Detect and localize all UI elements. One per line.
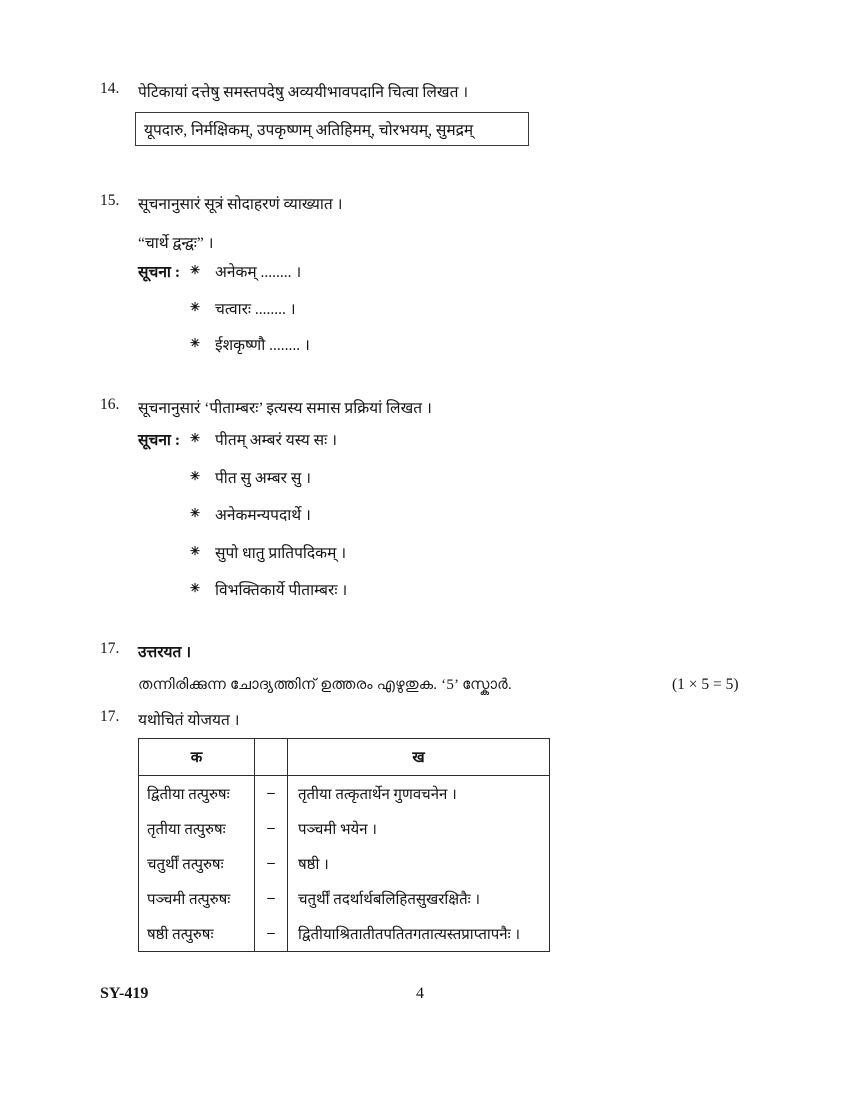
- hint-item-text: चत्वारः ........ ।: [215, 301, 296, 318]
- question-16-line: [0, 396, 850, 422]
- question-14-text: पेटिकायां दत्तेषु समस्तपदेषु अव्ययीभावपदानि चित्वा लिखत ।: [138, 84, 469, 101]
- question-15-hint-item-1: [0, 260, 850, 286]
- question-17a-text: उत्तरयत ।: [138, 644, 192, 661]
- marks-allotment: (1 × 5 = 5): [672, 676, 739, 693]
- question-15-text: सूचनानुसारं सूत्रं सोदाहरणं व्याख्यात ।: [138, 196, 343, 213]
- question-15-hint-item-3: [0, 333, 850, 359]
- table-cell-a: षष्ठी तत्पुरुषः: [147, 926, 214, 943]
- question-15-sutra: “चार्थे द्वन्द्वः” ।: [138, 235, 214, 252]
- table-cell-b: चतुर्थीं तदर्थार्थबलिहितसुखरक्षितैः ।: [298, 891, 481, 908]
- question-16-hint-item-1: [0, 428, 850, 454]
- table-cell-a: तृतीया तत्पुरुषः: [147, 821, 226, 838]
- table-cell-b: षष्ठी ।: [298, 856, 329, 873]
- question-16-text: सूचनानुसारं ‘पीताम्बरः’ इत्यस्य समास प्रक्रियां लिखत ।: [138, 400, 432, 417]
- question-14-word-list: यूपदारु, निर्मक्षिकम्, उपकृष्णम् अतिहिमम्, चोरभयम्, सुमद्रम्: [144, 122, 474, 139]
- question-17a-instruction-line: [0, 676, 850, 702]
- question-15-hint-item-2: [0, 297, 850, 323]
- question-15-line: [0, 192, 850, 218]
- question-16-hint-item-2: [0, 466, 850, 492]
- hint-item-text: ईशकृष्णौ ........ ।: [215, 337, 310, 354]
- table-cell-dash: –: [254, 846, 288, 881]
- matching-table: [138, 738, 550, 952]
- asterisk-bullet-icon: ✳: [190, 544, 201, 558]
- table-header-column-a: क: [139, 739, 254, 776]
- hint-item-text: विभक्तिकार्ये पीताम्बरः ।: [215, 582, 348, 599]
- table-header-spacer: [254, 739, 288, 776]
- question-17b-line: [0, 708, 850, 734]
- question-14-number: 14.: [100, 80, 120, 97]
- table-cell-dash: –: [254, 776, 288, 811]
- question-17b-text: यथोचितं योजयत ।: [138, 712, 240, 729]
- paper-code: SY-419: [100, 985, 149, 1002]
- hint-item-text: पीतम् अम्बरं यस्य सः ।: [215, 432, 337, 449]
- question-15-sutra-line: [0, 231, 850, 257]
- asterisk-bullet-icon: ✳: [190, 469, 201, 483]
- asterisk-bullet-icon: ✳: [190, 336, 201, 350]
- asterisk-bullet-icon: ✳: [190, 300, 201, 314]
- hint-item-text: पीत सु अम्बर सु ।: [215, 470, 312, 487]
- table-cell-b: पञ्चमी भयेन ।: [298, 821, 377, 838]
- question-16-hint-item-5: [0, 578, 850, 604]
- question-16-hint-item-4: [0, 541, 850, 567]
- table-cell-a: द्वितीया तत्पुरुषः: [147, 786, 230, 803]
- table-cell-a: चतुर्थीं तत्पुरुषः: [147, 856, 224, 873]
- question-14-line: [0, 80, 850, 106]
- table-cell-dash: –: [254, 916, 288, 951]
- table-cell-b: द्वितीयाश्रितातीतपतितगतात्यस्तप्राप्तापनैः ।: [298, 926, 521, 943]
- question-16-number: 16.: [100, 396, 120, 413]
- table-cell-dash: –: [254, 881, 288, 916]
- asterisk-bullet-icon: ✳: [190, 506, 201, 520]
- table-cell-b: तृतीया तत्कृतार्थेन गुणवचनेन ।: [298, 786, 457, 803]
- question-17b-number: 17.: [100, 708, 120, 725]
- page-number: 4: [416, 985, 424, 1002]
- question-15-number: 15.: [100, 192, 120, 209]
- hint-item-text: अनेकमन्यपदार्थे ।: [215, 507, 311, 524]
- malayalam-instruction: തന്നിരിക്കുന്ന ചോദ്യത്തിന് ഉത്തരം എഴുതുക. ‘5’ സ്കോർ.: [138, 677, 512, 693]
- asterisk-bullet-icon: ✳: [190, 263, 201, 277]
- suchana-label: सूचना :: [138, 432, 180, 449]
- suchana-label: सूचना :: [138, 264, 180, 281]
- asterisk-bullet-icon: ✳: [190, 431, 201, 445]
- question-16-hint-item-3: [0, 503, 850, 529]
- hint-item-text: अनेकम् ........ ।: [215, 264, 302, 281]
- hint-item-text: सुपो धातु प्रातिपदिकम् ।: [215, 545, 347, 562]
- asterisk-bullet-icon: ✳: [190, 581, 201, 595]
- question-17a-number: 17.: [100, 640, 120, 657]
- question-17a-line: [0, 640, 850, 666]
- table-cell-dash: –: [254, 811, 288, 846]
- table-header-column-b: ख: [288, 739, 549, 776]
- table-cell-a: पञ्चमी तत्पुरुषः: [147, 891, 231, 908]
- question-14-word-box: [135, 112, 529, 146]
